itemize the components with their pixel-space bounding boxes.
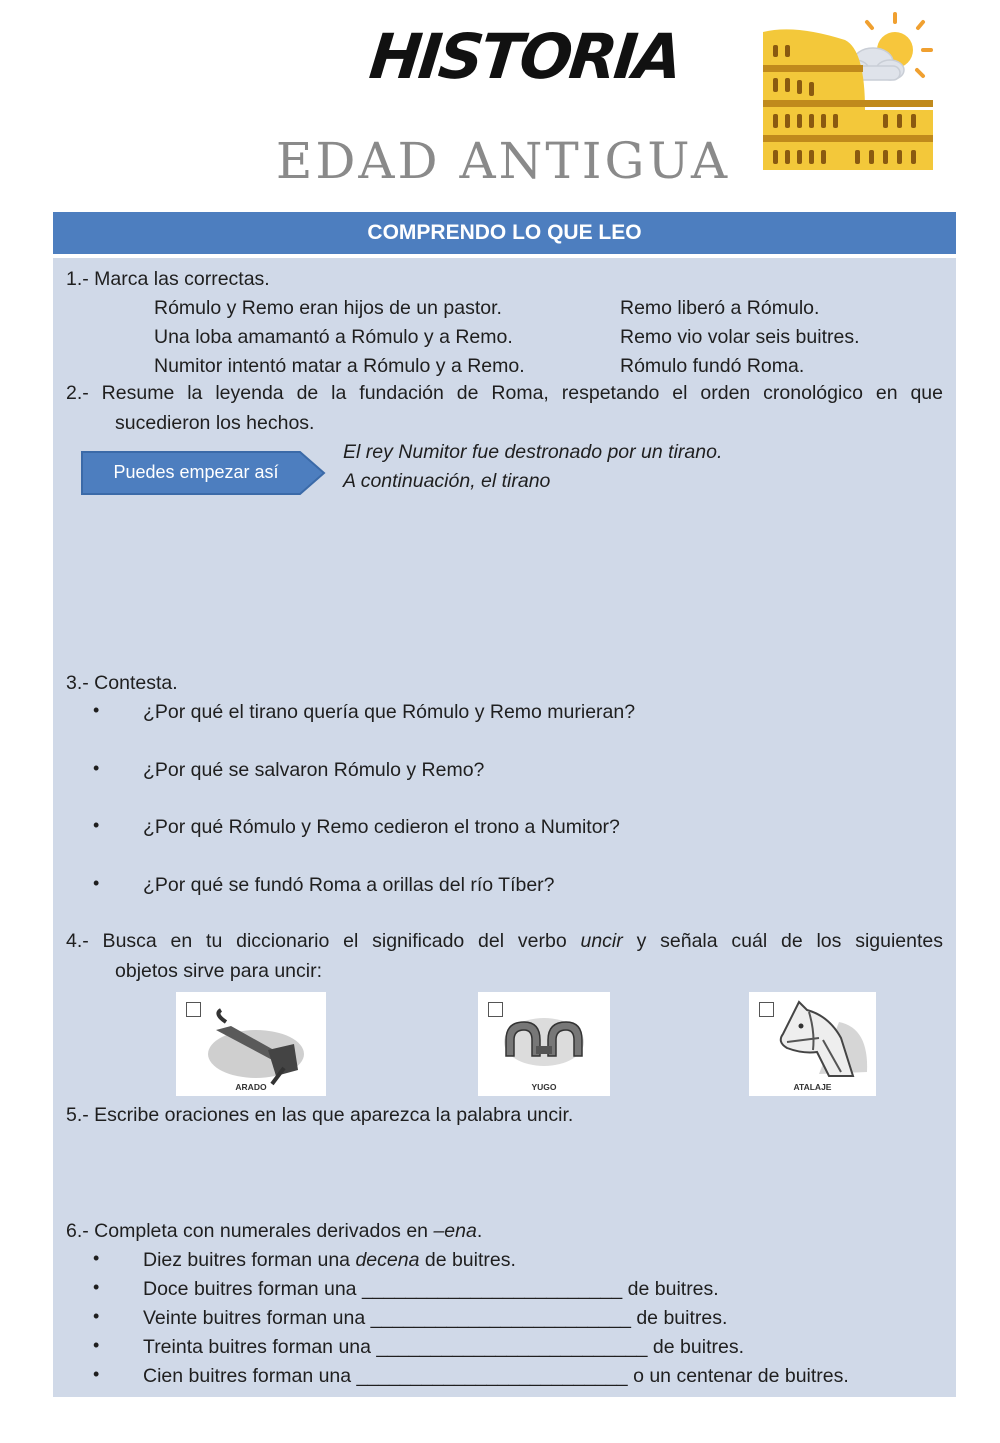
page-title: HISTORIA: [366, 20, 684, 93]
bullet: •: [93, 758, 100, 778]
checkbox[interactable]: [186, 1002, 201, 1017]
q6-prompt-end: .: [476, 1220, 483, 1242]
q6-prompt-a: 6.- Completa con numerales derivados en: [66, 1220, 429, 1242]
checkbox[interactable]: [759, 1002, 774, 1017]
q1-prompt: 1.- Marca las correctas.: [66, 268, 270, 290]
bullet: •: [93, 700, 100, 720]
q6-prompt-suffix: –ena: [433, 1220, 477, 1242]
hint-button-label: Puedes empezar así: [113, 462, 279, 482]
checkbox[interactable]: [488, 1002, 503, 1017]
colosseum-icon: [755, 10, 940, 175]
q1-option[interactable]: Rómulo fundó Roma.: [620, 355, 805, 377]
bullet: •: [93, 1306, 100, 1326]
image-option-arado[interactable]: [176, 992, 326, 1096]
bullet: •: [93, 815, 100, 835]
q6-item-example: [143, 1247, 516, 1273]
q3-item: ¿Por qué el tirano quería que Rómulo y Remo murieran?: [143, 701, 636, 723]
q3-prompt: 3.- Contesta.: [66, 672, 178, 694]
q3-item: ¿Por qué se fundó Roma a orillas del río Tíber?: [143, 874, 555, 896]
q2-prompt-line2: sucedieron los hechos.: [115, 412, 315, 434]
bullet: •: [93, 1277, 100, 1297]
q4-prompt-verb: uncir: [580, 930, 623, 952]
image-option-yugo[interactable]: [478, 992, 610, 1096]
q6-item1-a: Diez buitres forman una: [143, 1249, 351, 1271]
q1-option[interactable]: Remo vio volar seis buitres.: [620, 326, 860, 348]
q6-item[interactable]: Cien buitres forman una _________________________ o un centenar de buitres.: [143, 1365, 849, 1387]
q3-item: ¿Por qué Rómulo y Remo cedieron el trono a Numitor?: [143, 816, 620, 838]
q4-prompt-line1: [66, 927, 943, 956]
q3-item: ¿Por qué se salvaron Rómulo y Remo?: [143, 759, 485, 781]
q5-prompt: 5.- Escribe oraciones en las que aparezca la palabra uncir.: [66, 1104, 574, 1126]
image-option-atalaje[interactable]: [749, 992, 876, 1096]
q2-prompt-line1: 2.- Resume la leyenda de la fundación de Roma, respetando el orden cronológico en que: [66, 382, 943, 404]
image-caption: ATALAJE: [793, 1082, 832, 1092]
section-banner: COMPRENDO LO QUE LEO: [53, 212, 956, 254]
q6-prompt: [66, 1218, 482, 1244]
q6-item1-word: decena: [355, 1249, 420, 1271]
bullet: •: [93, 873, 100, 893]
bullet: •: [93, 1335, 100, 1355]
image-caption: YUGO: [531, 1082, 557, 1092]
image-caption: ARADO: [235, 1082, 267, 1092]
q4-prompt-b: y señala cuál de los siguientes: [636, 930, 944, 952]
q2-hint-line1: El rey Numitor fue destronado por un tirano.: [343, 441, 723, 463]
q1-option[interactable]: Remo liberó a Rómulo.: [620, 297, 820, 319]
q1-option[interactable]: Una loba amamantó a Rómulo y a Remo.: [154, 326, 513, 348]
q1-option[interactable]: Rómulo y Remo eran hijos de un pastor.: [154, 297, 502, 319]
q6-item[interactable]: Doce buitres forman una ________________________ de buitres.: [143, 1278, 719, 1300]
q6-item[interactable]: Veinte buitres forman una ________________________ de buitres.: [143, 1307, 728, 1329]
q6-item1-b: de buitres.: [424, 1249, 516, 1271]
q4-prompt-line2: objetos sirve para uncir:: [115, 960, 323, 982]
page-subtitle: EDAD ANTIGUA: [275, 132, 731, 190]
q4-prompt-a: 4.- Busca en tu diccionario el significado del verbo: [66, 930, 567, 952]
bullet: •: [93, 1248, 100, 1268]
bullet: •: [93, 1364, 100, 1384]
q2-hint-line2: A continuación, el tirano: [343, 470, 551, 492]
q6-item[interactable]: Treinta buitres forman una _________________________ de buitres.: [143, 1336, 744, 1358]
q1-option[interactable]: Numitor intentó matar a Rómulo y a Remo.: [154, 355, 525, 377]
